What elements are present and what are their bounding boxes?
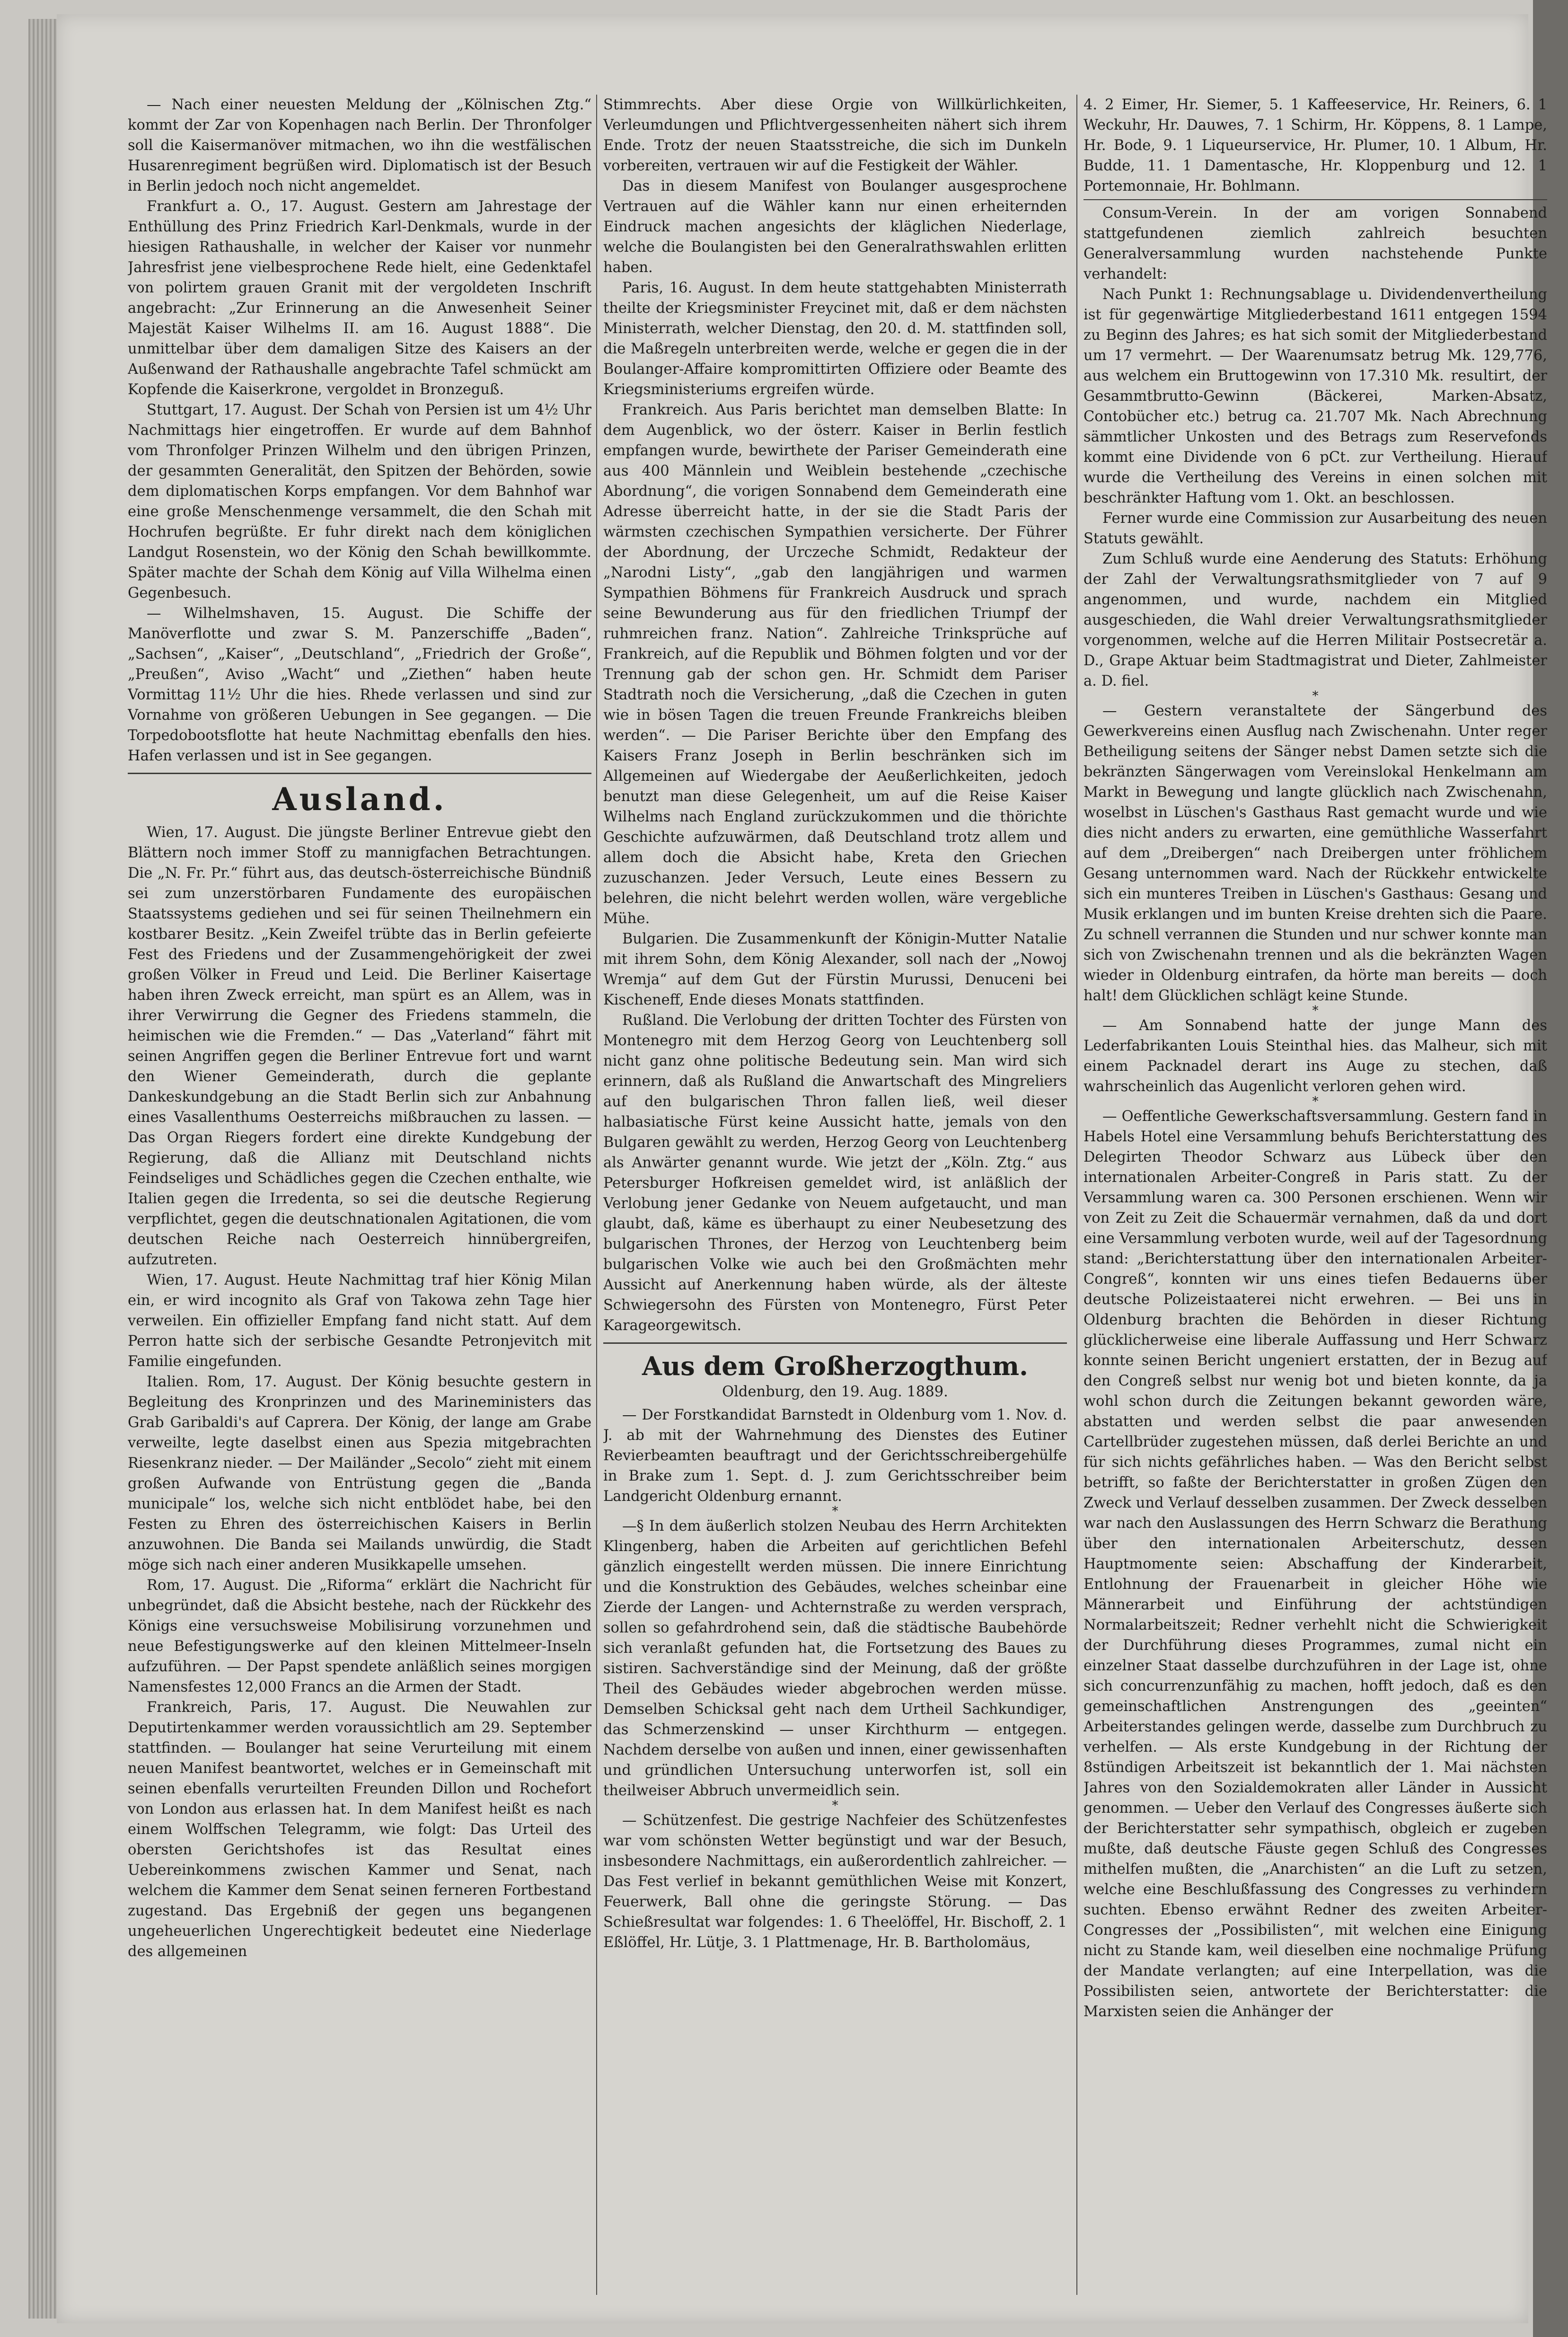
column-3 <box>1084 95 1547 2319</box>
article-paragraph: Paris, 16. August. In dem heute stattgehabten Ministerrath theilte der Kriegsminister Freycinet mit, daß er dem nächsten Ministerrath, welcher Dienstag, den 20. d. M. stattfinden soll, die Maßregeln unterbreiten werde, welche er gegen die in der Boulanger-Affaire kompromittirten Offiziere oder Beamte des Kriegsministeriums ergreifen würde. <box>603 280 1067 398</box>
article-paragraph: Frankreich, Paris, 17. August. Die Neuwahlen zur Deputirtenkammer werden voraussichtlich am 29. September stattfinden. — Boulanger hat seine Verurteilung mit einem neuen Manifest beantwortet, welches er in Gemeinschaft mit seinen ebenfalls verurteilten Freunden Dillon und Rochefort von London aus erlassen hat. In dem Manifest heißt es nach einem Wolffschen Telegramm, wie folgt: Das Urteil des obersten Gerichtshofes ist das Resultat eines Uebereinkommens zwischen Kammer und Senat, nach welchem die Kammer dem Senat seinen ferneren Fortbestand zugestand. Das Ergebniß der gegen uns begangenen ungeheuerlichen Ungerechtigkeit bedeutet eine Niederlage des allgemeinen <box>128 1699 591 1960</box>
article-paragraph: Stimmrechts. Aber diese Orgie von Willkürlichkeiten, Verleumdungen und Pflichtvergessenheiten nähert sich ihrem Ende. Trotz der neuen Staatsstreiche, die sich im Dunkeln vorbereiten, vertrauen wir auf die Festigkeit der Wähler. <box>603 97 1067 174</box>
section-divider <box>128 773 591 774</box>
article-paragraph: Das in diesem Manifest von Boulanger ausgesprochene Vertrauen auf die Wähler kann nur einen erheiternden Eindruck machen angesichts der kläglichen Niederlage, welche die Boulangisten bei den Generalrathswahlen erlitten haben. <box>603 178 1067 276</box>
article-paragraph: Wien, 17. August. Heute Nachmittag traf hier König Milan ein, er wird incognito als Graf von Takowa zehn Tage hier verweilen. Ein offizieller Empfang fand nicht statt. Auf dem Perron hatte sich der serbische Gesandte Petronjevitch mit Familie eingefunden. <box>128 1272 591 1370</box>
section-heading: Aus dem Großherzogthum. <box>642 1351 1028 1381</box>
asterisk-separator: * <box>832 1799 838 1813</box>
article-paragraph: Frankfurt a. O., 17. August. Gestern am Jahrestage der Enthüllung des Prinz Friedrich Karl-Denkmals, wurde in der hiesigen Rathaushalle, in welcher der Kaiser vor nunmehr Jahresfrist jene vielbesprochene Rede hielt, eine Gedenktafel von polirtem grauen Granit mit der vergoldeten Inschrift angebracht: „Zur Erinnerung an die Anwesenheit Seiner Majestät Kaiser Wilhelms II. am 16. August 1888“. Die unmittelbar über dem damaligen Sitze des Kaisers an der Außenwand der Rathaushalle angebrachte Tafel schmückt am Kopfende die Kaiserkrone, vergoldet in Bronzeguß. <box>128 198 591 398</box>
column-rule <box>596 95 597 2295</box>
article-paragraph: Wien, 17. August. Die jüngste Berliner Entrevue giebt den Blättern noch immer Stoff zu mannigfachen Betrachtungen. Die „N. Fr. Pr.“ führt aus, das deutsch-österreichische Bündniß sei zum unzerstörbaren Fundamente des europäischen Staatssystems gediehen und sei für seinen Theilnehmern ein kostbarer Besitz. „Kein Zweifel trübte das in Berlin gefeierte Fest des Friedens und der Zusammengehörigkeit der zwei großen Völker in Freud und Leid. Die Berliner Kaisertage haben ihren Zweck erreicht, man spürt es an Allem, was in ihrer Verwirrung die Gegner des Friedens stammeln, die heimischen wie die Fremden.“ — Das „Vaterland“ fährt mit seinen Angriffen gegen die Berliner Entrevue fort und warnt den Wiener Gemeinderath, durch die geplante Dankeskundgebung an die Stadt Berlin sich zur Anbahnung eines Vasallenthums Oesterreichs mißbrauchen zu lassen. — Das Organ Riegers fordert eine direkte Kundgebung der Regierung, daß die Allianz mit Deutschland nichts Feindseliges und Schädliches gegen die Czechen enthalte, wie Italien gegen die Irredenta, so sei die deutsche Regierung verpflichtet, gegen die deutschnationalen Agitationen, die vom deutschen Reiche nach Oesterreich hinnübergreifen, aufzutreten. <box>128 824 591 1268</box>
article-paragraph: — Gestern veranstaltete der Sängerbund des Gewerkvereins einen Ausflug nach Zwischenahn. Unter reger Betheiligung seitens der Sänger nebst Damen setzte sich die bekränzten Sängerwagen vom Vereinslokal Henkelmann am Markt in Bewegung und langte glücklich nach Zwischenahn, woselbst in Lüschen's Gasthaus Rast gemacht wurde und wie dies nicht anders zu erwarten, eine gemüthliche Wasserfahrt auf dem „Dreibergen“ nach Dreibergen unter fröhlichem Gesang unternommen ward. Nach der Rückkehr entwickelte sich ein munteres Treiben in Lüschen's Gasthaus: Gesang und Musik erklangen und im bunten Kreise drehten sich die Paare. Zu schnell verrannen die Stunden und nur schwer konnte man sich von Zwischenahn trennen und als die bekränzten Wagen wieder in Oldenburg eintrafen, da hörte man bereits — doch halt! dem Glücklichen schlägt keine Stunde. <box>1084 703 1547 1004</box>
article-paragraph: Rom, 17. August. Die „Riforma“ erklärt die Nachricht für unbegründet, daß die Absicht bestehe, nach der Rückkehr des Königs eine versuchsweise Mobilisirung vorzunehmen und neue Befestigungswerke auf den kleinen Mittelmeer-Inseln aufzuführen. — Der Papst spendete anläßlich seines morgigen Namensfestes 12,000 Francs an die Armen der Stadt. <box>128 1577 591 1695</box>
column-1 <box>128 95 591 2319</box>
dateline: Oldenburg, den 19. Aug. 1889. <box>722 1384 948 1400</box>
article-paragraph: — Am Sonnabend hatte der junge Mann des Lederfabrikanten Louis Steinthal hies. das Malheur, sich mit einem Packnadel derart ins Auge zu stechen, daß wahrscheinlich das Augenlicht verloren gehen wird. <box>1084 1017 1547 1095</box>
article-paragraph: Bulgarien. Die Zusammenkunft der Königin-Mutter Natalie mit ihrem Sohn, dem König Alexander, soll nach der „Nowoj Wremja“ auf dem Gut der Fürstin Murussi, Denuceni bei Kischeneff, Ende dieses Monats stattfinden. <box>603 931 1067 1008</box>
article-paragraph: 4. 2 Eimer, Hr. Siemer, 5. 1 Kaffeeservice, Hr. Reiners, 6. 1 Weckuhr, Hr. Dauwes, 7. 1 Schirm, Hr. Köppens, 8. 1 Lampe, Hr. Bode, 9. 1 Liqueurservice, Hr. Plumer, 10. 1 Album, Hr. Budde, 11. 1 Damentasche, Hr. Kloppenburg und 12. 1 Portemonnaie, Hr. Bohlmann. <box>1084 97 1547 194</box>
section-heading: Ausland. <box>272 781 447 818</box>
article-paragraph: Nach Punkt 1: Rechnungsablage u. Dividendenvertheilung ist für gegenwärtige Mitgliederbestand 1611 entgegen 1594 zu Beginn des Jahres; es hat sich somit der Mitgliederbestand um 17 vermehrt. — Der Waarenumsatz betrug Mk. 129,776, aus welchem ein Bruttogewinn von 17.310 Mk. resultirt, der Gesammtbrutto-Gewinn (Bäckerei, Marken-Absatz, Contobücher etc.) betrug ca. 21.707 Mk. Nach Abrechnung sämmtlicher Unkosten und des Betrags zum Reservefonds kommt eine Dividende von 6 pCt. zur Vertheilung. Hierauf wurde die Vertheilung des Vereins in einen solchen mit beschränkter Haftung vom 1. Okt. an beschlossen. <box>1084 286 1547 506</box>
article-paragraph: Zum Schluß wurde eine Aenderung des Statuts: Erhöhung der Zahl der Verwaltungsrathsmitglieder von 7 auf 9 angenommen, und wurde, nachdem ein Mitglied ausgeschieden, die Wahl dreier Verwaltungsrathsmitglieder vorgenommen, welche auf die Herren Militair Postsecretär a. D., Grape Aktuar beim Stadtmagistrat und Dieter, Zahlmeister a. D. fiel. <box>1084 551 1547 689</box>
section-divider <box>603 1342 1067 1344</box>
article-paragraph: Stuttgart, 17. August. Der Schah von Persien ist um 4½ Uhr Nachmittags hier eingetroffen. Er wurde auf dem Bahnhof vom Thronfolger Prinzen Wilhelm und den übrigen Prinzen, der gesammten Generalität, den Spitzen der Behörden, sowie dem diplomatischen Korps empfangen. Vor dem Bahnhof war eine große Menschenmenge versammelt, die den Schah mit Hochrufen begrüßte. Er fuhr direkt nach dem königlichen Landgut Rosenstein, wo der König den Schah bewillkommte. Später machte der Schah dem König auf Villa Wilhelma einen Gegenbesuch. <box>128 402 591 601</box>
asterisk-separator: * <box>1312 689 1319 703</box>
column-2 <box>603 95 1067 2319</box>
column-rule <box>1076 95 1077 2295</box>
article-paragraph: — Der Forstkandidat Barnstedt in Oldenburg vom 1. Nov. d. J. ab mit der Wahrnehmung des Dienstes des Eutiner Revierbeamten beauftragt und der Gerichtsschreibergehülfe in Brake zum 1. Sept. d. J. zum Gerichtsschreiber beim Landgericht Oldenburg ernannt. <box>603 1407 1067 1505</box>
article-paragraph: —§ In dem äußerlich stolzen Neubau des Herrn Architekten Klingenberg, haben die Arbeiten auf gerichtlichen Befehl gänzlich eingestellt werden müssen. Die innere Einrichtung und die Konstruktion des Gebäudes, welches scheinbar eine Zierde der Langen- und Achternstraße zu werden versprach, sollen so gefahrdrohend sein, daß die städtische Baubehörde sich veranlaßt gefunden hat, die Fortsetzung des Baues zu sistiren. Sachverständige sind der Meinung, daß der größte Theil des Gebäudes wieder abgebrochen werden müsse. Demselben Schicksal geht nach dem Urtheil Sachkundiger, das Schmerzenskind — unser Kirchthurm — entgegen. Nachdem derselbe von außen und innen, einer gewissenhaften und gründlichen Untersuchung unterworfen ist, soll ein theilweiser Abbruch unvermeidlich sein. <box>603 1518 1067 1799</box>
article-paragraph: — Schützenfest. Die gestrige Nachfeier des Schützenfestes war vom schönsten Wetter begünstigt und war der Besuch, insbesondere Nachmittags, ein außerordentlich zahlreicher. — Das Fest verlief in bekannt gemüthlichen Weise mit Konzert, Feuerwerk, Ball ohne die geringste Störung. — Das Schießresultat war folgendes: 1. 6 Theelöffel, Hr. Bischoff, 2. 1 Eßlöffel, Hr. Lütje, 3. 1 Plattmenage, Hr. B. Bartholomäus, <box>603 1812 1067 1951</box>
article-paragraph: — Wilhelmshaven, 15. August. Die Schiffe der Manöverflotte und zwar S. M. Panzerschiffe „Baden“, „Sachsen“, „Kaiser“, „Deutschland“, „Friedrich der Große“, „Preußen“, Aviso „Wacht“ und „Ziethen“ haben heute Vormittag 11½ Uhr die hies. Rhede verlassen und sind zur Vornahme von größeren Uebungen in See gegangen. — Die Torpedobootsflotte hat heute Nachmittag ebenfalls den hies. Hafen verlassen und ist in See gegangen. <box>128 605 591 764</box>
section-divider <box>1084 199 1547 200</box>
asterisk-separator: * <box>832 1504 838 1518</box>
asterisk-separator: * <box>1312 1094 1319 1109</box>
article-paragraph: Frankreich. Aus Paris berichtet man demselben Blatte: In dem Augenblick, wo der österr. Kaiser in Berlin festlich empfangen wurde, bewirthete der Pariser Gemeinderath eine aus 400 Männlein und Weiblein bestehende „czechische Abordnung“, die vorigen Sonnabend dem Gemeinderath eine Adresse überreicht hatte, in der sie die Stadt Paris der wärmsten czechischen Sympathien versicherte. Der Führer der Abordnung, der Urczeche Schmidt, Redakteur der „Narodni Listy“, „gab den langjährigen und warmen Sympathien Böhmens für Frankreich Ausdruck und sprach seine Bewunderung aus für den friedlichen Triumpf der ruhmreichen franz. Nation“. Zahlreiche Trinksprüche auf Frankreich, auf die Republik und Böhmen folgten und vor der Trennung gab der schon gen. Hr. Schmidt dem Pariser Stadtrath noch die Versicherung, „daß die Czechen in guten wie in bösen Tagen die treuen Freunde Frankreichs bleiben werden“. — Die Pariser Berichte über den Empfang des Kaisers Franz Joseph in Berlin beschränken sich im Allgemeinen auf Wiedergabe der Aeußerlichkeiten, jedoch benutzt man diese Gelegenheit, um auf die Reise Kaiser Wilhelms nach England zurückzukommen und die thörichte Geschichte aufzuwärmen, daß Deutschland trotz allem und allem doch die Absicht habe, Kreta den Griechen zuzuschanzen. Jeder Versuch, Leute eines Bessern zu belehren, die nicht belehrt werden wollen, wäre vergebliche Mühe. <box>603 402 1067 927</box>
article-paragraph: Italien. Rom, 17. August. Der König besuchte gestern in Begleitung des Kronprinzen und des Marineministers das Grab Garibaldi's auf Caprera. Der König, der lange am Grabe verweilte, legte daselbst einen aus Spezia mitgebrachten Riesenkranz nieder. — Der Mailänder „Secolo“ zieht mit einem großen Aufwande von Entrüstung gegen die „Banda municipale“ los, welche sich nicht entblödet habe, bei den Festen zu Ehren des österreichischen Kaisers in Berlin anzuwohnen. Die Banda sei Mailands unwürdig, die Stadt möge sich nach einer anderen Musikkapelle umsehen. <box>128 1374 591 1573</box>
article-paragraph: Consum-Verein. In der am vorigen Sonnabend stattgefundenen ziemlich zahlreich besuchten Generalversammlung wurden nachstehende Punkte verhandelt: <box>1084 205 1547 282</box>
article-paragraph: — Oeffentliche Gewerkschaftsversammlung. Gestern fand in Habels Hotel eine Versammlung behufs Berichterstattung des Delegirten Theodor Schwarz aus Lübeck über den internationalen Arbeiter-Congreß in Paris statt. Zu der Versammlung waren ca. 300 Personen erschienen. Wenn wir von Zeit zu Zeit die Schauermär vernahmen, daß da und dort eine Versammlung verboten wurde, weil auf der Tagesordnung stand: „Berichterstattung über den internationalen Arbeiter-Congreß“, konnten wir uns eines tiefen Bedauerns über deutsche Polizeistaaterei nicht erwehren. — Bei uns in Oldenburg brachten die Behörden in dieser Richtung glücklicherweise eine liberale Auffassung und Herr Schwarz konnte seinen Bericht ungeniert erstatten, der in Bezug auf den Congreß selbst nur wenig bot und bieten konnte, da ja wohl schon durch die Zeitungen bekannt geworden wäre, abstatten und werden selbst die paar anwesenden Cartellbrüder zugestehen müssen, daß derlei Berichte an und für sich nichts gefährliches haben. — Was den Bericht selbst betrifft, so faßte der Berichterstatter in großen Zügen den Zweck und Verlauf desselben zusammen. Der Zweck desselben war nach den Auslassungen des Herrn Schwarz die Berathung über den internationalen Arbeiterschutz, dessen Hauptmomente seien: Abschaffung der Kinderarbeit, Entlohnung der Frauenarbeit in gleicher Höhe wie Männerarbeit und Einführung der achtstündigen Normalarbeitszeit; Redner verhehlt nicht die Schwierigkeit der Durchführung dieses Programmes, zumal nicht ein einzelner Staat dasselbe durchzuführen in der Lage ist, ohne sich concurrenzunfähig zu machen, hofft jedoch, daß es den gemeinschaftlichen Anstrengungen des „geeinten“ Arbeiterstandes gelingen werde, dasselbe zum Durchbruch zu verhelfen. — Als erste Kundgebung in der Richtung der 8stündigen Arbeitszeit ist bekanntlich der 1. Mai nächsten Jahres von den Sozialdemokraten aller Länder in Aussicht genommen. — Ueber den Verlauf des Congresses äußerte sich der Berichterstatter sehr sympathisch, obgleich er zugeben mußte, daß deutsche Fäuste gegen Schluß des Congresses mithelfen mußten, die „Anarchisten“ an die Luft zu setzen, welche eine Beschlußfassung des Congresses zu verhindern suchten. Ebenso erwähnt Redner des zweiten Arbeiter-Congresses der „Possibilisten“, mit welchen eine Einigung nicht zu Stande kam, weil dieselben eine nochmalige Prüfung der Mandate verlangten; auf eine Interpellation, was die Possibilisten seien, antwortete der Berichterstatter: die Marxisten seien die Anhänger der <box>1084 1108 1547 2020</box>
article-paragraph: Ferner wurde eine Commission zur Ausarbeitung des neuen Statuts gewählt. <box>1084 510 1547 547</box>
asterisk-separator: * <box>1312 1004 1319 1018</box>
article-paragraph: — Nach einer neuesten Meldung der „Kölnischen Ztg.“ kommt der Zar von Kopenhagen nach Berlin. Der Thronfolger soll die Kaisermanöver mitmachen, wo ihn die westfälischen Husarenregiment begrüßen wird. Diplomatisch ist der Besuch in Berlin jedoch noch nicht angemeldet. <box>128 97 591 194</box>
book-spine-edge <box>28 19 57 2319</box>
article-paragraph: Rußland. Die Verlobung der dritten Tochter des Fürsten von Montenegro mit dem Herzog Georg von Leuchtenberg soll nicht ganz ohne politische Bedeutung sein. Man wird sich erinnern, daß als Rußland die Anwartschaft des Mingreliers auf den bulgarischen Thron fallen ließ, weil dieser halbasiatische Fürst keine Aussicht hatte, jemals von den Bulgaren gewählt zu werden, Herzog Georg von Leuchtenberg als Anwärter genannt wurde. Wie jetzt der „Köln. Ztg.“ aus Petersburger Hofkreisen gemeldet wird, ist anläßlich der Verlobung jener Gedanke von Neuem aufgetaucht, und man glaubt, daß, käme es überhaupt zu einer Neubesetzung des bulgarischen Thrones, der Herzog von Leuchtenberg beim bulgarischen Volke wie auch bei den Großmächten mehr Aussicht auf Anerkennung haben würde, als der älteste Schwiegersohn des Fürsten von Montenegro, Fürst Peter Karageorgewitsch. <box>603 1012 1067 1334</box>
